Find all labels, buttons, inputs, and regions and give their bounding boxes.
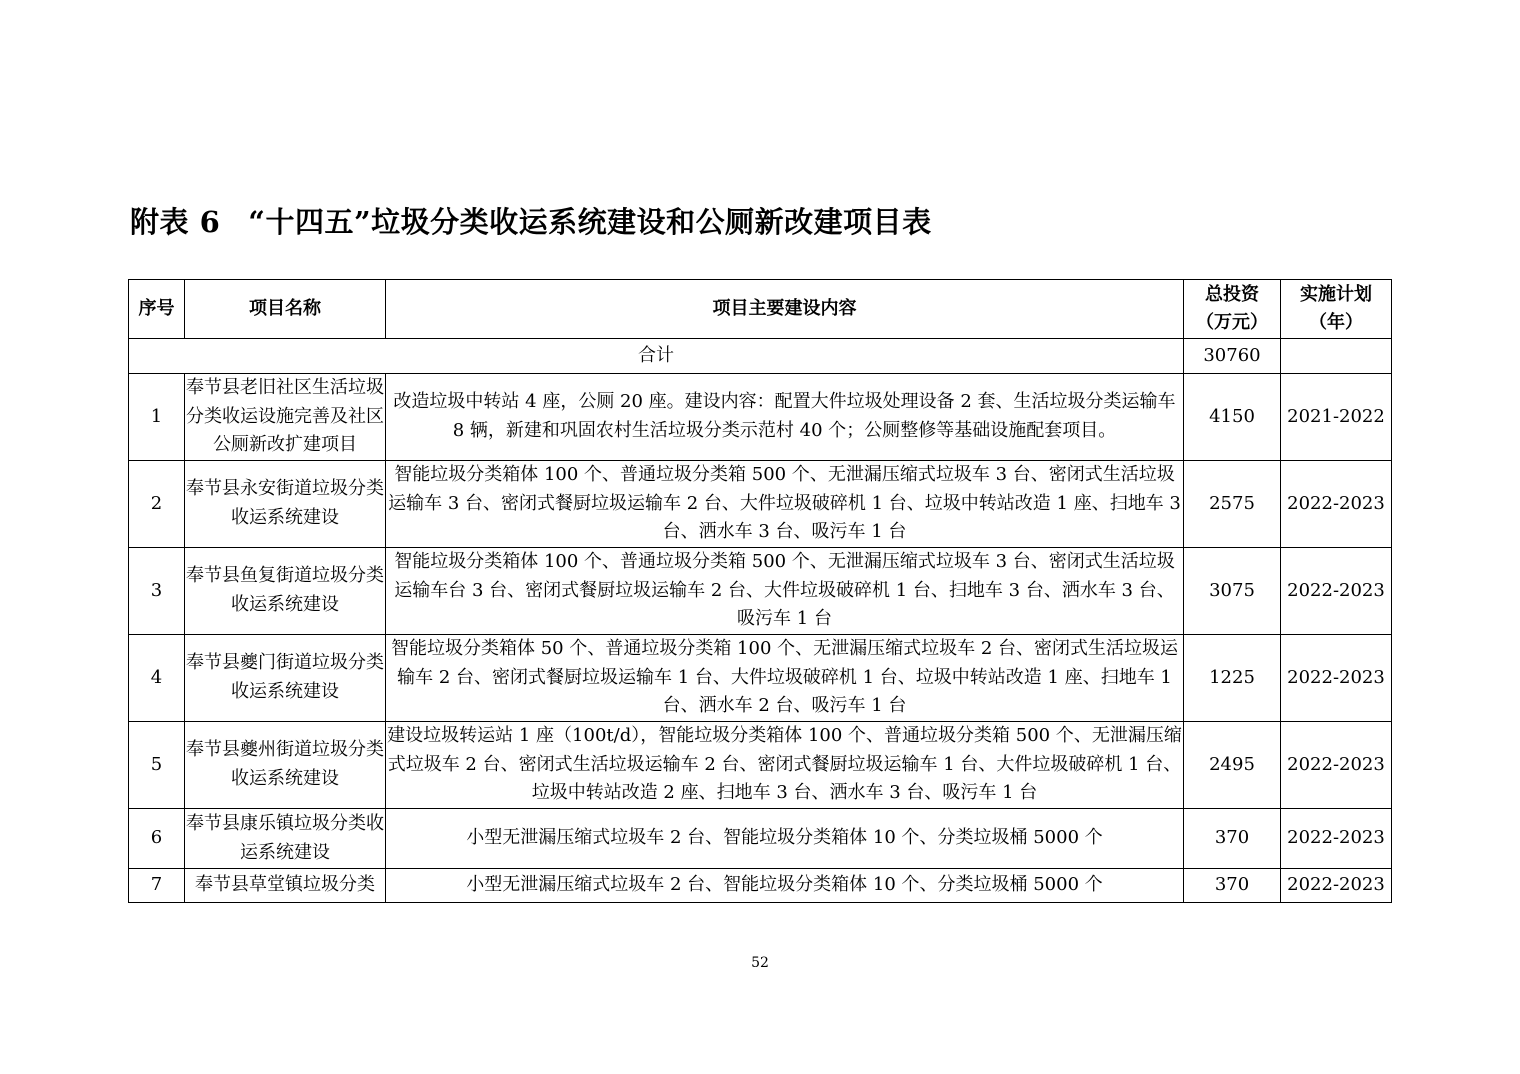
row-investment: 2495 <box>1184 722 1281 809</box>
total-label: 合计 <box>129 339 1184 374</box>
row-name: 奉节县草堂镇垃圾分类 <box>185 869 386 903</box>
row-investment: 3075 <box>1184 548 1281 635</box>
row-content: 智能垃圾分类箱体 50 个、普通垃圾分类箱 100 个、无泄漏压缩式垃圾车 2 台、密闭式生活垃圾运输车 2 台、密闭式餐厨垃圾运输车 1 台、大件垃圾破碎机 1 台、垃圾中转站改造 1 座、扫地车 1 台、洒水车 2 台、吸污车 1 台 <box>386 635 1184 722</box>
row-name: 奉节县永安街道垃圾分类收运系统建设 <box>185 461 386 548</box>
project-table <box>128 279 1392 903</box>
page-title <box>130 200 932 241</box>
row-content: 智能垃圾分类箱体 100 个、普通垃圾分类箱 500 个、无泄漏压缩式垃圾车 3 台、密闭式生活垃圾运输车 3 台、密闭式餐厨垃圾运输车 2 台、大件垃圾破碎机 1 台、垃圾中转站改造 1 座、扫地车 3 台、洒水车 3 台、吸污车 1 台 <box>386 461 1184 548</box>
row-plan: 2022-2023 <box>1281 869 1392 903</box>
table-row <box>129 548 1392 635</box>
table-row <box>129 374 1392 461</box>
header-investment-line1: 总投资 <box>1205 284 1259 305</box>
table-row <box>129 461 1392 548</box>
row-index: 2 <box>129 461 185 548</box>
row-name: 奉节县康乐镇垃圾分类收运系统建设 <box>185 809 386 869</box>
row-content: 改造垃圾中转站 4 座，公厕 20 座。建设内容：配置大件垃圾处理设备 2 套、生活垃圾分类运输车 8 辆，新建和巩固农村生活垃圾分类示范村 40 个；公厕整修等基础设施配套项目。 <box>386 374 1184 461</box>
header-name: 项目名称 <box>185 280 386 339</box>
row-name: 奉节县夔州街道垃圾分类收运系统建设 <box>185 722 386 809</box>
row-name: 奉节县老旧社区生活垃圾分类收运设施完善及社区公厕新改扩建项目 <box>185 374 386 461</box>
row-index: 7 <box>129 869 185 903</box>
appendix-title-text: “十四五”垃圾分类收运系统建设和公厕新改建项目表 <box>248 205 932 239</box>
header-row <box>129 280 1392 339</box>
row-plan: 2022-2023 <box>1281 809 1392 869</box>
row-name: 奉节县夔门街道垃圾分类收运系统建设 <box>185 635 386 722</box>
row-investment: 2575 <box>1184 461 1281 548</box>
row-investment: 1225 <box>1184 635 1281 722</box>
total-investment: 30760 <box>1184 339 1281 374</box>
row-plan: 2022-2023 <box>1281 461 1392 548</box>
header-plan-line1: 实施计划 <box>1300 284 1372 305</box>
table-row <box>129 869 1392 903</box>
header-index: 序号 <box>129 280 185 339</box>
total-row <box>129 339 1392 374</box>
header-content: 项目主要建设内容 <box>386 280 1184 339</box>
row-investment: 4150 <box>1184 374 1281 461</box>
row-name: 奉节县鱼复街道垃圾分类收运系统建设 <box>185 548 386 635</box>
row-index: 4 <box>129 635 185 722</box>
header-investment <box>1184 280 1281 339</box>
row-investment: 370 <box>1184 869 1281 903</box>
row-index: 5 <box>129 722 185 809</box>
row-index: 1 <box>129 374 185 461</box>
header-investment-line2: （万元） <box>1196 312 1268 333</box>
row-index: 3 <box>129 548 185 635</box>
row-plan: 2021-2022 <box>1281 374 1392 461</box>
row-plan: 2022-2023 <box>1281 548 1392 635</box>
table-row <box>129 635 1392 722</box>
header-plan <box>1281 280 1392 339</box>
row-index: 6 <box>129 809 185 869</box>
header-plan-line2: （年） <box>1309 312 1363 333</box>
row-investment: 370 <box>1184 809 1281 869</box>
page-number: 52 <box>751 955 769 971</box>
table-row <box>129 722 1392 809</box>
row-plan: 2022-2023 <box>1281 722 1392 809</box>
row-content: 智能垃圾分类箱体 100 个、普通垃圾分类箱 500 个、无泄漏压缩式垃圾车 3 台、密闭式生活垃圾运输车台 3 台、密闭式餐厨垃圾运输车 2 台、大件垃圾破碎机 1 台、扫地车 3 台、洒水车 3 台、吸污车 1 台 <box>386 548 1184 635</box>
row-content: 小型无泄漏压缩式垃圾车 2 台、智能垃圾分类箱体 10 个、分类垃圾桶 5000 个 <box>386 869 1184 903</box>
table-row <box>129 809 1392 869</box>
row-content: 建设垃圾转运站 1 座（100t/d），智能垃圾分类箱体 100 个、普通垃圾分类箱 500 个、无泄漏压缩式垃圾车 2 台、密闭式生活垃圾运输车 2 台、密闭式餐厨垃圾运输车 1 台、大件垃圾破碎机 1 台、垃圾中转站改造 2 座、扫地车 3 台、洒水车 3 台、吸污车 1 台 <box>386 722 1184 809</box>
total-plan <box>1281 339 1392 374</box>
row-plan: 2022-2023 <box>1281 635 1392 722</box>
appendix-number: 附表 6 <box>130 205 221 239</box>
row-content: 小型无泄漏压缩式垃圾车 2 台、智能垃圾分类箱体 10 个、分类垃圾桶 5000 个 <box>386 809 1184 869</box>
